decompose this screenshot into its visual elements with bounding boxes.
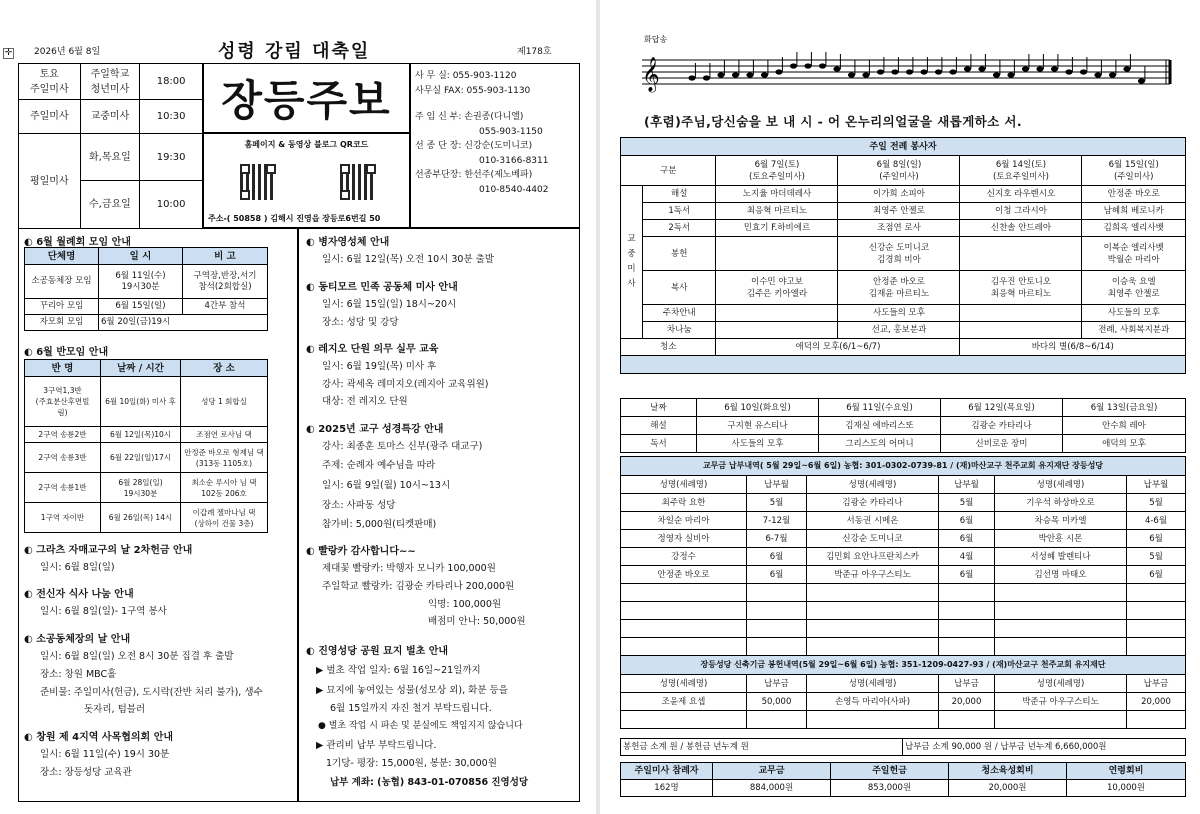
table-cell: 박준규 아우구스티노 [995, 693, 1127, 711]
music-note [732, 72, 739, 77]
music-note [877, 69, 884, 74]
office-phone: 사 무 실: 055-903-1120 [415, 71, 517, 81]
table-header: 날짜 [621, 399, 697, 417]
music-note [1138, 78, 1145, 83]
empty-row [621, 711, 1186, 729]
table-header: 단체명 [25, 248, 99, 265]
meal-sharing-title: ◐ 전신자 식사 나눔 안내 [24, 585, 134, 600]
treble-clef-icon: 𝄞 [642, 57, 660, 92]
table-cell: 남혜희 베로니카 [1082, 203, 1186, 220]
sick-communion-title: ◐ 병자영성체 안내 [306, 233, 389, 248]
pastoral-council-title: ◐ 창원 제 4지역 사목협의회 안내 [24, 728, 173, 743]
bible-lecture-lecturer: 강사: 최종훈 토마스 신부(광주 대교구) [322, 441, 483, 452]
table-cell: 강정수 [621, 548, 747, 566]
table-cell: 서성혜 발렌티나 [995, 548, 1127, 566]
community-day-items: 준비물: 주일미사(헌금), 도시락(잔반 처리 불가), 생수 [40, 687, 263, 698]
community-day-items-2: 돗자리, 텀블러 [84, 704, 146, 715]
mass-group: 주일미사 [19, 100, 81, 134]
cemetery-line: ▶ 묘지에 놓여있는 성물(성모상 외), 화분 등을 [316, 685, 508, 696]
music-note [1007, 72, 1014, 77]
table-cell: 김광순 카타리나 [941, 417, 1063, 435]
table-cell: 사도들의 모후 [1082, 305, 1186, 322]
table-band-spacer [621, 356, 1186, 374]
palanca-line: 주일학교 빨랑카: 김광순 카타리나 200,000원 [322, 581, 515, 592]
table-cell: 이복순 엘리사벳 박월순 마리아 [1082, 237, 1186, 271]
cemetery-title: ◐ 진영성당 공원 묘지 벌초 안내 [306, 642, 448, 657]
table-cell: 조점연 로사 [838, 220, 960, 237]
table-cell: 1구역 자이반 [25, 503, 101, 533]
table-cell: 차일순 마리아 [621, 512, 747, 530]
palanca-line: 배점미 안나: 50,000원 [428, 616, 526, 627]
table-cell: 김희옥 엘리사벳 [1082, 220, 1186, 237]
table-header: 납부금 [1127, 675, 1186, 693]
table-cell: 6월 22일(일)17시 [101, 443, 181, 473]
table-band-title: 주일 전례 봉사자 [621, 138, 1186, 156]
dues-subtotal: 납부금 소계 90,000 원 / 납부금 년누계 6,660,000원 [903, 739, 1186, 756]
table-cell: 이승욱 요엘 최영주 안젤로 [1082, 271, 1186, 305]
qr-title: 홈페이지 & 동영상 블로그 QR코드 [244, 140, 369, 149]
table-cell: 6월 [1127, 530, 1186, 548]
table-cell: 162명 [621, 780, 713, 797]
building-fund-table [620, 655, 1186, 729]
table-cell: 2구역 송룡1반 [25, 473, 101, 503]
issue-date: 2026년 6월 8일 [34, 47, 101, 57]
table-cell: 애덕의 모후(6/1~6/7) [716, 339, 960, 356]
mass-name: 수,금요일 [80, 181, 140, 229]
table-cell: 전례, 사회복지분과 [1082, 322, 1186, 339]
table-cell: 손영득 마리아(사파) [807, 693, 939, 711]
table-header: 납부월 [939, 476, 995, 494]
table-cell: 884,000원 [713, 780, 831, 797]
table-header: 청소육성회비 [949, 763, 1067, 780]
table-header: 일 시 [99, 248, 183, 265]
table-cell: 6월 20일(금)19시 [99, 315, 268, 331]
table-cell: 5월 [1127, 494, 1186, 512]
table-cell: 6월 [1127, 566, 1186, 584]
music-note [949, 69, 956, 74]
table-cell: 6월 26일(목) 14시 [101, 503, 181, 533]
music-note [1065, 69, 1072, 74]
table-cell [960, 322, 1082, 339]
table-cell: 20,000 [1127, 693, 1186, 711]
table-cell: 10,000원 [1067, 780, 1186, 797]
table-cell: 안정준 바오로 [621, 566, 747, 584]
table-cell [960, 237, 1082, 271]
table-cell: 김민회 요안나프란치스카 [807, 548, 939, 566]
table-cell: 6월 10일(화) 미사 후 [101, 377, 181, 427]
mass-time: 10:00 [140, 181, 203, 229]
table-cell: 박안흥 시몬 [995, 530, 1127, 548]
music-note [1094, 72, 1101, 77]
table-cell: 김우진 안토니오 최응혁 마르티노 [960, 271, 1082, 305]
psalm-music-staff [640, 52, 1175, 98]
legio-training-target: 대상: 전 레지오 단원 [322, 396, 408, 407]
music-note [703, 75, 710, 80]
table-cell: 기우석 하상바오로 [995, 494, 1127, 512]
table-cell: 구지현 유스티나 [697, 417, 819, 435]
table-header: 6월 15일(일) (주일미사) [1082, 156, 1186, 186]
table-header: 교무금 [713, 763, 831, 780]
table-header: 6월 8일(일) (주일미사) [838, 156, 960, 186]
table-cell: 4월 [939, 548, 995, 566]
cemetery-line: ▶ 관리비 납부 부탁드립니다. [316, 740, 437, 751]
mass-name: 화,목요일 [80, 134, 140, 181]
table-header: 납부월 [747, 476, 807, 494]
table-cell: 20,000 [939, 693, 995, 711]
table-cell: 민효기 F.하비에르 [716, 220, 838, 237]
table-cell: 안정준 바오로 [1082, 186, 1186, 203]
music-note [1123, 66, 1130, 71]
table-header: 6월 12일(목요일) [941, 399, 1063, 417]
mass-schedule-table [18, 63, 203, 229]
cemetery-line: 6월 15일까지 자진 철거 부탁드립니다. [330, 703, 492, 714]
bible-lecture-fee: 참가비: 5,000원(티켓판매) [322, 519, 437, 530]
weekday-volunteers-table [620, 398, 1186, 453]
left-page [0, 0, 596, 814]
leader-phone: 010-3166-8311 [479, 155, 549, 166]
office-fax: 사무실 FAX: 055-903-1130 [415, 85, 531, 96]
table-cell: 최영주 안젤로 [838, 203, 960, 220]
table-cell: 이갑례 젤마나님 댁 (상하이 건물 3층) [181, 503, 268, 533]
table-cell [716, 237, 838, 271]
empty-row [621, 620, 1186, 638]
table-header: 성명(세례명) [995, 675, 1127, 693]
table-cell: 노지율 마더데레사 [716, 186, 838, 203]
music-note [833, 66, 840, 71]
table-cell: 차나눔 [643, 322, 716, 339]
table-cell: 조윤제 요셉 [621, 693, 747, 711]
bible-lecture-date: 일시: 6월 9일(월) 10시~13시 [322, 480, 451, 491]
table-header: 6월 14일(토) (토요주일미사) [960, 156, 1082, 186]
table-cell: 조점연 로사님 댁 [181, 427, 268, 443]
table-cell: 독서 [621, 435, 697, 453]
timor-mass-date: 일시: 6월 15일(일) 18시~20시 [322, 299, 457, 310]
legio-training-lecturer: 강사: 곽세옥 레미지오(레지아 교육위원) [322, 379, 489, 390]
vice-leader-phone: 010-8540-4402 [479, 184, 549, 195]
music-note [1080, 69, 1087, 74]
table-cell: 성당 1 회합실 [181, 377, 268, 427]
legio-training-date: 일시: 6월 19일(목) 미사 후 [322, 361, 437, 372]
table-cell: 이수민 야고보 김주은 키아엘라 [716, 271, 838, 305]
table-cell: 최주락 요한 [621, 494, 747, 512]
qr-panel [203, 133, 410, 228]
table-cell [716, 305, 838, 322]
cemetery-line: ● 벌초 작업 시 파손 및 분실에도 책임지지 않습니다 [318, 721, 523, 731]
table-cell: 6월 [747, 548, 807, 566]
meal-sharing-date: 일시: 6월 8일(일)- 1구역 봉사 [40, 606, 167, 617]
bible-lecture-topic: 주제: 순례자 예수님을 따라 [322, 460, 436, 471]
table-cell: 신강순 도미니코 [807, 530, 939, 548]
graz-day-title: ◐ 그라츠 자매교구의 날 2차헌금 안내 [24, 541, 192, 556]
palanca-line: 익명: 100,000원 [428, 599, 502, 610]
music-note [746, 72, 753, 77]
table-cell: 2독서 [643, 220, 716, 237]
table-cell: 바다의 별(6/8~6/14) [960, 339, 1186, 356]
table-cell: 구역장,반장,서기 참석(2회합실) [183, 265, 268, 299]
table-header: 납부금 [939, 675, 995, 693]
community-day-title: ◐ 소공동체장의 날 안내 [24, 630, 130, 645]
table-header: 6월 13일(금요일) [1063, 399, 1186, 417]
table-cell: 최소순 루시아 님 댁 102동 206호 [181, 473, 268, 503]
table-cell: 서동권 시메온 [807, 512, 939, 530]
table-cell: 6월 28일(일) 19시30분 [101, 473, 181, 503]
pastoral-council-date: 일시: 6월 11일(수) 19시 30분 [40, 749, 170, 760]
table-cell: 주차안내 [643, 305, 716, 322]
parish-address: 주소-( 50858 ) 김해시 진영읍 장등로6번길 50 [208, 214, 381, 223]
cemetery-line: ▶ 벌초 작업 일자: 6월 16일~21일까지 [316, 665, 481, 676]
music-note [862, 72, 869, 77]
community-day-place: 장소: 창원 MBC홀 [40, 669, 117, 680]
table-cell: 최응혁 마르티노 [716, 203, 838, 220]
table-cell: 김광순 카타리나 [807, 494, 939, 512]
cemetery-account: 납부 계좌: (농협) 843-01-070856 진영성당 [330, 777, 529, 788]
table-header: 성명(세례명) [621, 675, 747, 693]
bible-lecture-place: 장소: 사파동 성당 [322, 500, 396, 511]
table-band-title: 장등성당 신축기금 봉헌내역(5월 29일~6월 6일) 농협: 351-1209-0427-93 / (재)마산교구 천주교회 유지재단 [621, 656, 1186, 675]
homepage-qr-icon[interactable] [240, 164, 276, 200]
table-cell: 5월 [747, 494, 807, 512]
table-cell: 사도들의 모후 [838, 305, 960, 322]
music-note [790, 63, 797, 68]
psalm-label: 화답송 [644, 35, 668, 44]
table-cell: 이청 그라시아 [960, 203, 1082, 220]
table-cell: 안정준 바오로 김재윤 마르티노 [838, 271, 960, 305]
table-header: 장 소 [181, 360, 268, 377]
table-header: 납부월 [1127, 476, 1186, 494]
table-cell: 20,000원 [949, 780, 1067, 797]
move-handle-icon[interactable]: ✛ [4, 48, 13, 58]
table-cell: 50,000 [747, 693, 807, 711]
table-header: 주일헌금 [831, 763, 949, 780]
feast-title: 성령 강림 대축일 [218, 41, 371, 62]
table-cell: 신찬솔 안드레아 [960, 220, 1082, 237]
table-cell: 그리스도의 어머니 [819, 435, 941, 453]
table-cell: 신비로운 장미 [941, 435, 1063, 453]
music-note [848, 72, 855, 77]
table-header: 성명(세례명) [621, 476, 747, 494]
table-cell: 청소 [621, 339, 716, 356]
table-cell: 6월 11일(수) 19시30분 [99, 265, 183, 299]
mass-time: 19:30 [140, 134, 203, 181]
table-cell: 6월 [939, 530, 995, 548]
video-blog-qr-icon[interactable] [340, 164, 376, 200]
table-cell: 853,000원 [831, 780, 949, 797]
vice-leader: 선종부단장: 한선주(제노베파) [415, 170, 533, 180]
music-note [804, 63, 811, 68]
offering-subtotal: 봉헌금 소계 원 / 봉헌금 년누계 원 [621, 739, 903, 756]
music-note [891, 69, 898, 74]
timor-mass-place: 장소: 성당 및 강당 [322, 317, 399, 328]
table-cell: 1독서 [643, 203, 716, 220]
empty-row [621, 584, 1186, 602]
liturgy-volunteers-table [620, 137, 1186, 374]
side-label: 교 중 미 사 [621, 186, 643, 339]
cemetery-line: 1기당- 평장: 15,000원, 봉분: 30,000원 [326, 758, 497, 769]
bulletin-logo [203, 63, 410, 133]
table-band-title: 교무금 납부내역( 5월 29일~6월 6일) 농협: 301-0302-0739-81 / (재)마산교구 천주교회 유지재단 장등성당 [621, 457, 1186, 476]
empty-row [621, 602, 1186, 620]
music-note [761, 72, 768, 77]
contact-panel [410, 63, 580, 228]
table-header: 6월 10일(화요일) [697, 399, 819, 417]
table-cell: 신지호 라우렌시오 [960, 186, 1082, 203]
offering-summary-table [620, 738, 1186, 756]
music-note [920, 69, 927, 74]
table-header: 납부금 [747, 675, 807, 693]
table-header: 날짜 / 시간 [101, 360, 181, 377]
table-cell: 2구역 송룡3반 [25, 443, 101, 473]
palanca-title: ◐ 빨랑카 감사합니다~~ [306, 542, 416, 557]
table-cell: 7-12월 [747, 512, 807, 530]
legio-training-title: ◐ 레지오 단원 의무 실무 교육 [306, 340, 438, 355]
table-cell: 자모회 모임 [25, 315, 99, 331]
table-cell: 3구역1,3반 (주효분산후면빌 림) [25, 377, 101, 427]
table-cell: 6월 [747, 566, 807, 584]
table-cell: 해설 [643, 186, 716, 203]
table-header: 6월 11일(수요일) [819, 399, 941, 417]
mass-name: 주일학교 청년미사 [80, 64, 140, 100]
music-note [906, 69, 913, 74]
table-cell: 6-7월 [747, 530, 807, 548]
table-header: 비 고 [183, 248, 268, 265]
table-cell: 소공동체장 모임 [25, 265, 99, 299]
cell-meeting-table [24, 359, 268, 533]
table-header: 성명(세례명) [807, 675, 939, 693]
table-cell: 4-6월 [1127, 512, 1186, 530]
table-cell: 복사 [643, 271, 716, 305]
table-cell: 안정준 바오로 형제님 댁 (313동 1105호) [181, 443, 268, 473]
table-cell: 박준규 아우구스티노 [807, 566, 939, 584]
table-cell: 4간부 참석 [183, 299, 268, 315]
mass-group: 평일미사 [19, 134, 81, 229]
music-note [819, 63, 826, 68]
table-cell: 봉헌 [643, 237, 716, 271]
music-note [978, 66, 985, 71]
table-cell: 6월 [939, 566, 995, 584]
music-note [1022, 66, 1029, 71]
table-header: 성명(세례명) [995, 476, 1127, 494]
table-header: 주일미사 참례자 [621, 763, 713, 780]
dues-table [620, 456, 1186, 656]
monthly-meeting-title: ◐ 6월 월례회 모임 안내 [24, 233, 131, 248]
table-header: 연령회비 [1067, 763, 1186, 780]
table-cell: 김선명 마태오 [995, 566, 1127, 584]
table-cell: 선교, 홍보분과 [838, 322, 960, 339]
table-cell: 6월 12일(목)10시 [101, 427, 181, 443]
bible-lecture-title: ◐ 2025년 교구 성경특강 안내 [306, 420, 443, 435]
table-cell: 6월 15일(일) [99, 299, 183, 315]
music-note [964, 66, 971, 71]
music-note [688, 75, 695, 80]
music-note [993, 72, 1000, 77]
community-day-date: 일시: 6월 8일(일) 오전 8시 30분 집결 후 출발 [40, 651, 234, 662]
music-note [1051, 66, 1058, 71]
weekly-totals-table [620, 762, 1186, 797]
table-cell: 5월 [939, 494, 995, 512]
table-cell: 신강순 도미니코 김경희 비아 [838, 237, 960, 271]
music-note [1036, 66, 1043, 71]
leader: 선 종 단 장: 신강순(도미니코) [415, 141, 533, 151]
pastor-phone: 055-903-1150 [479, 126, 543, 137]
table-header: 구분 [621, 156, 716, 186]
pastoral-council-place: 장소: 장등성당 교육관 [40, 767, 132, 778]
table-cell [716, 322, 838, 339]
bulletin-logo-text: 장등주보 [221, 76, 392, 125]
cell-meeting-title: ◐ 6월 반모임 안내 [24, 343, 108, 358]
table-cell: 애덕의 모후 [1063, 435, 1186, 453]
music-note [1109, 72, 1116, 77]
mass-time: 10:30 [140, 100, 203, 134]
table-cell: 차승목 미카엘 [995, 512, 1127, 530]
palanca-line: 제대꽃 빨랑카: 박행자 모니카 100,000원 [322, 563, 496, 574]
monthly-meeting-table [24, 247, 268, 331]
graz-day-date: 일시: 6월 8일(일) [40, 562, 115, 573]
table-cell: 5월 [1127, 548, 1186, 566]
table-header: 반 명 [25, 360, 101, 377]
mass-name: 교중미사 [80, 100, 140, 134]
issue-number: 제178호 [517, 47, 552, 57]
mass-time: 18:00 [140, 64, 203, 100]
table-cell: 김재실 에바리스또 [819, 417, 941, 435]
table-cell: 해설 [621, 417, 697, 435]
table-cell: 이가희 소피아 [838, 186, 960, 203]
psalm-refrain: (후렴)주님,당신숨을 보 내 시 - 어 온누리의얼굴을 새롭게하소 서. [644, 114, 1023, 129]
table-cell: 정영자 실비아 [621, 530, 747, 548]
music-note [717, 72, 724, 77]
timor-mass-title: ◐ 동티모르 민족 공동체 미사 안내 [306, 278, 458, 293]
music-note [935, 69, 942, 74]
table-cell: 6월 [939, 512, 995, 530]
table-header: 성명(세례명) [807, 476, 939, 494]
music-note [775, 69, 782, 74]
table-cell [960, 305, 1082, 322]
table-cell: 꾸리아 모임 [25, 299, 99, 315]
table-cell: 안수희 레아 [1063, 417, 1186, 435]
empty-row [621, 638, 1186, 656]
sick-communion-date: 일시: 6월 12일(목) 오전 10시 30분 출발 [322, 254, 494, 265]
pastor: 주 임 신 부: 손권종(다니엘) [415, 112, 524, 122]
table-cell: 2구역 송룡2반 [25, 427, 101, 443]
mass-group: 토요 주일미사 [19, 64, 81, 100]
table-cell: 사도들의 모후 [697, 435, 819, 453]
table-header: 6월 7일(토) (토요주일미사) [716, 156, 838, 186]
